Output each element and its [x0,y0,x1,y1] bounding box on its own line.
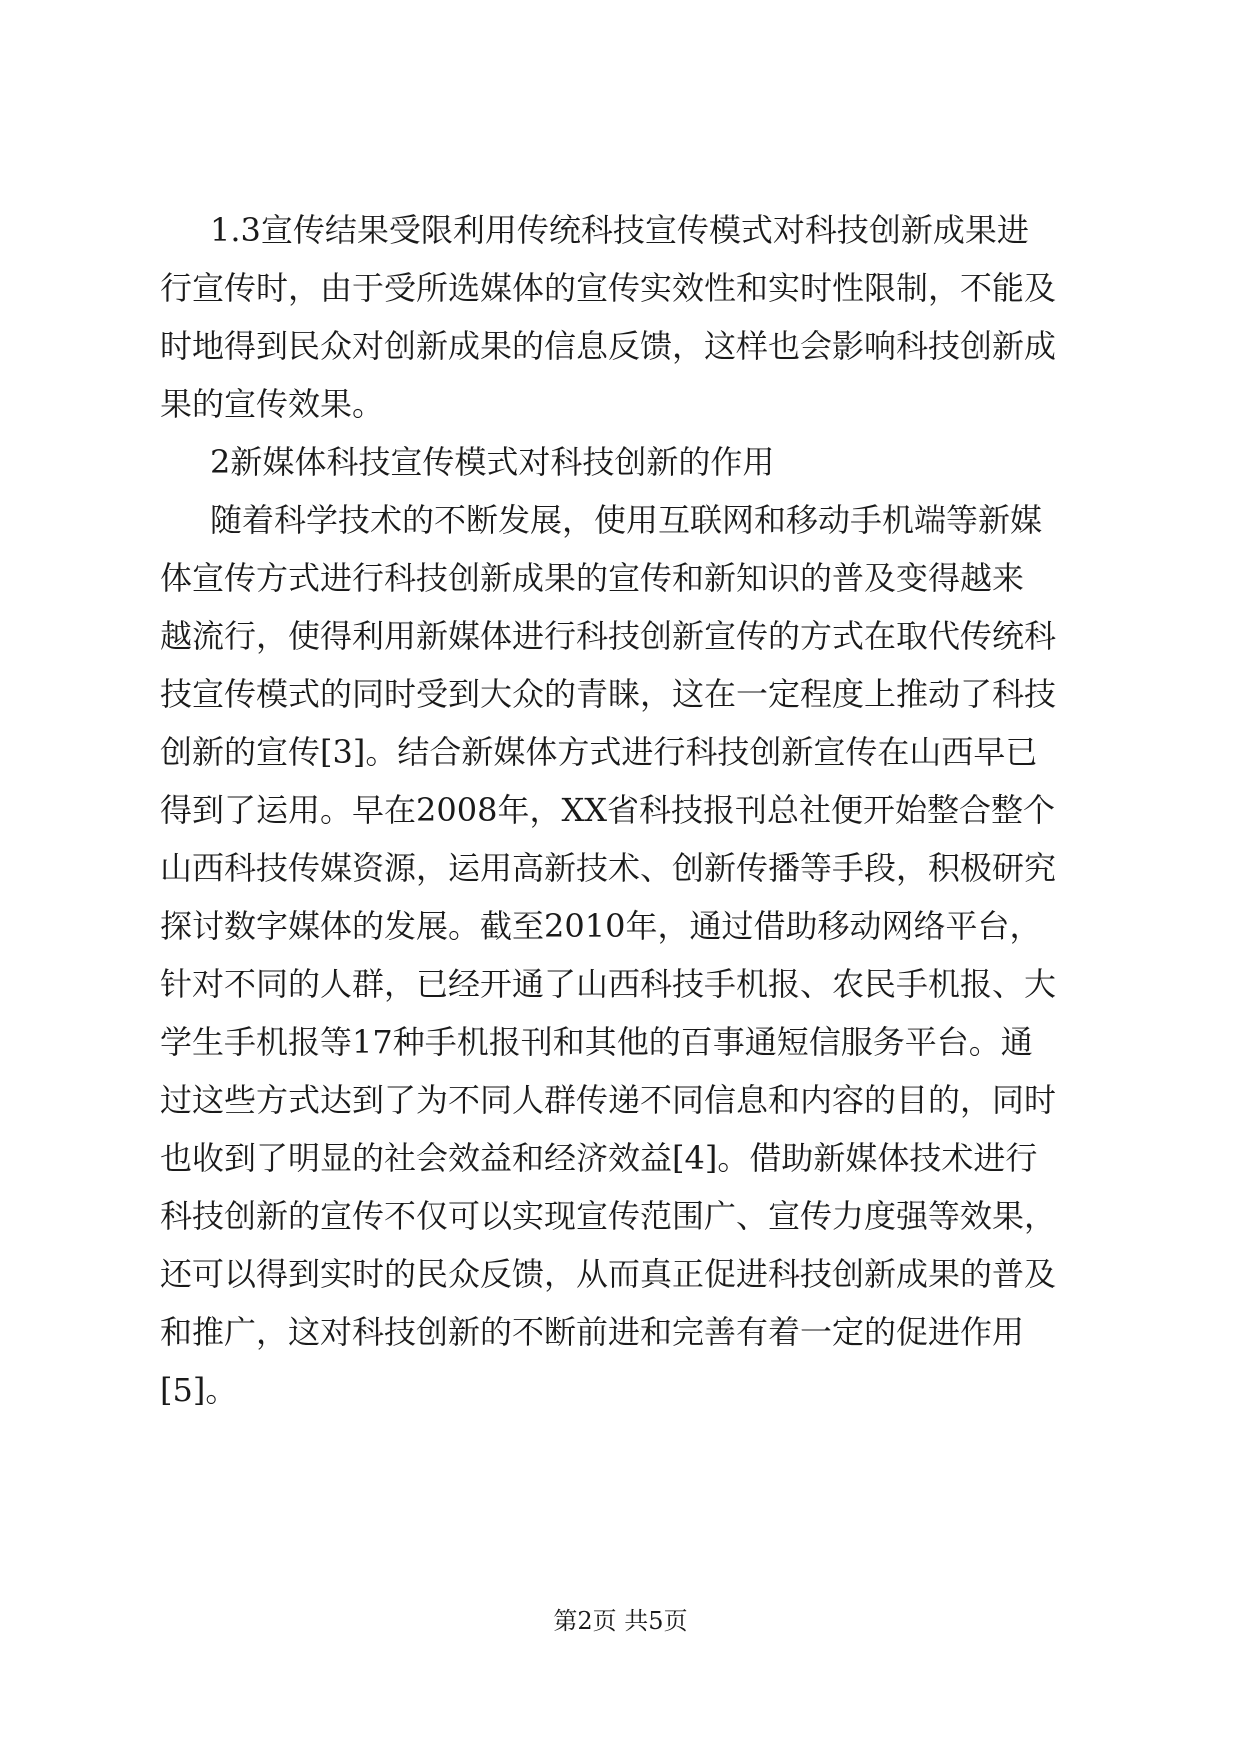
paragraph-2-line-4: 技宣传模式的同时受到大众的青睐，这在一定程度上推动了科技 [160,675,1057,713]
paragraph-2-line-6: 得到了运用。早在2008年，XX省科技报刊总社便开始整合整个 [160,791,1056,829]
paragraph-2-line-16: [5]。 [160,1371,238,1409]
paragraph-2-line-15: 和推广，这对科技创新的不断前进和完善有着一定的促进作用 [160,1313,1025,1351]
paragraph-2-line-2: 体宣传方式进行科技创新成果的宣传和新知识的普及变得越来 [160,559,1025,597]
paragraph-1-line-3: 时地得到民众对创新成果的信息反馈，这样也会影响科技创新成 [160,327,1057,365]
paragraph-2-line-11: 过这些方式达到了为不同人群传递不同信息和内容的目的，同时 [160,1081,1057,1119]
paragraph-1-line-2: 行宣传时，由于受所选媒体的宣传实效性和实时性限制，不能及 [160,269,1057,307]
paragraph-2-line-1: 随着科学技术的不断发展，使用互联网和移动手机端等新媒 [210,501,1043,539]
paragraph-2-line-3: 越流行，使得利用新媒体进行科技创新宣传的方式在取代传统科 [160,617,1057,655]
paragraph-2-line-10: 学生手机报等17种手机报刊和其他的百事通短信服务平台。通 [160,1023,1033,1061]
section-heading: 2新媒体科技宣传模式对科技创新的作用 [210,443,775,481]
paragraph-2-line-13: 科技创新的宣传不仅可以实现宣传范围广、宣传力度强等效果， [160,1197,1057,1235]
paragraph-2-line-8: 探讨数字媒体的发展。截至2010年，通过借助移动网络平台， [160,907,1042,945]
paragraph-2-line-12: 也收到了明显的社会效益和经济效益[4]。借助新媒体技术进行 [160,1139,1038,1177]
page-footer: 第2页 共5页 [553,1607,688,1635]
paragraph-2-line-9: 针对不同的人群，已经开通了山西科技手机报、农民手机报、大 [160,965,1057,1003]
paragraph-1-line-1: 1.3宣传结果受限利用传统科技宣传模式对科技创新成果进 [210,211,1029,249]
paragraph-2-line-7: 山西科技传媒资源，运用高新技术、创新传播等手段，积极研究 [160,849,1057,887]
paragraph-2-line-5: 创新的宣传[3]。结合新媒体方式进行科技创新宣传在山西早已 [160,733,1038,771]
paragraph-2-line-14: 还可以得到实时的民众反馈，从而真正促进科技创新成果的普及 [160,1255,1057,1293]
paragraph-1-line-4: 果的宣传效果。 [160,385,385,423]
